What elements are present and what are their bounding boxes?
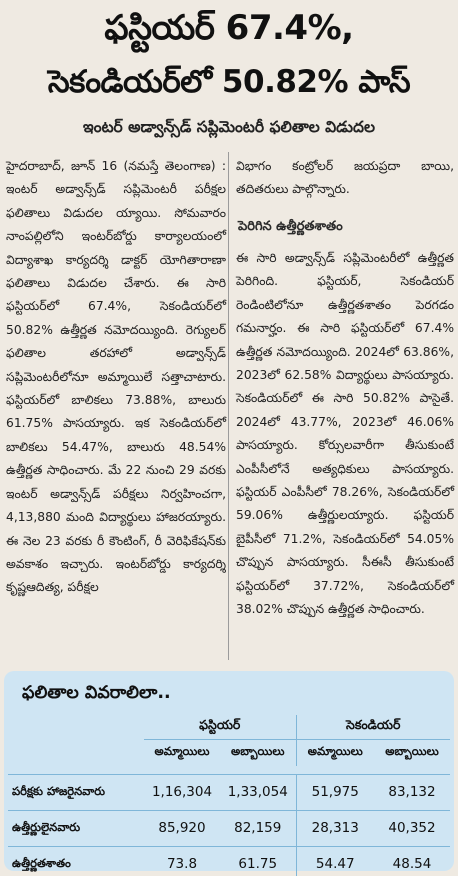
table-row bbox=[8, 774, 450, 810]
cell-appeared-sy-boys: 83,132 bbox=[374, 774, 450, 810]
article-right-column-top: విభాగం కంట్రోలర్ జయప్రదా బాయి, తదితరులు పాల్గొన్నారు. bbox=[236, 159, 454, 197]
results-table bbox=[8, 715, 450, 876]
cell-appeared-sy-girls: 51,975 bbox=[296, 774, 374, 810]
cell-percent-sy-girls: 54.47 bbox=[296, 846, 374, 876]
row-label-pass-percent: ఉత్తీర్ణతశాతం bbox=[8, 846, 144, 876]
subheader-second-year-girls: అమ్మాయిలు bbox=[296, 739, 374, 766]
cell-passed-sy-boys: 40,352 bbox=[374, 810, 450, 846]
cell-passed-fy-girls: 85,920 bbox=[144, 810, 220, 846]
row-label-appeared: పరీక్షకు హాజరైనవారు bbox=[8, 774, 144, 810]
cell-passed-sy-girls: 28,313 bbox=[296, 810, 374, 846]
subheader-second-year-boys: అబ్బాయిలు bbox=[385, 744, 439, 759]
cell-percent-sy-boys: 48.54 bbox=[374, 846, 450, 876]
cell-percent-fy-boys: 61.75 bbox=[220, 846, 296, 876]
row-label-passed: ఉత్తీర్ణులైనవారు bbox=[8, 810, 144, 846]
headline-line-1: ఫస్టియర్ 67.4%, bbox=[104, 8, 354, 48]
column-divider bbox=[228, 152, 229, 660]
cell-percent-fy-girls: 73.8 bbox=[144, 846, 220, 876]
headline-line-2: సెకండియర్‌లో 50.82% పాస్ bbox=[47, 64, 411, 100]
article-right-subtitle: పెరిగిన ఉత్తీర్ణతశాతం bbox=[238, 219, 343, 234]
cell-passed-fy-boys: 82,159 bbox=[220, 810, 296, 846]
subheader-first-year-boys: అబ్బాయిలు bbox=[231, 744, 285, 759]
cell-appeared-fy-girls: 1,16,304 bbox=[144, 774, 220, 810]
results-table-group-header bbox=[8, 715, 450, 739]
table-row bbox=[8, 846, 450, 876]
article-right-column-body: ఈ సారి అడ్వాన్స్‌డ్ సప్లిమెంటరీలో ఉత్తీర్ణత పెరిగింది. ఫస్టియర్, సెకండియర్ రెండింటిలోనూ ఉత్తీర్ణతశాతం పెరగడం గమనార్హం. ఈ సారి ఫస్టియర్‌లో 67.4% ఉత్తీర్ణత నమోదయ్యింది. 2024లో 63.86%, 2023లో 62.58% విద్యార్థులు పాసయ్యారు. సెకండియర్‌లో ఈ సారి 50.82% పాసైతే. 2024లో 43.77%, 2023లో 46.06% పాసయ్యారు. కోర్సులవారీగా తీసుకుంటే ఎంపీసీలోనే అత్యధికులు పాసయ్యారు. ఫస్టియర్ ఎంపీసీలో 78.26%, సెకండియర్‌లో 59.06% ఉత్తీర్ణులయ్యారు. ఫస్టియర్ బైపీసీలో 71.2%, సెకండియర్‌లో 54.05% చొప్పున పాసయ్యారు. సీఈసీ తీసుకుంటే ఫస్టియర్‌లో 37.72%, సెకండియర్‌లో 38.02% చొప్పున ఉత్తీర్ణత సాధించారు. bbox=[236, 251, 454, 617]
group-header-first-year: ఫస్టియర్ bbox=[144, 715, 296, 739]
subheadline: ఇంటర్ అడ్వాన్స్‌డ్ సప్లిమెంటరీ ఫలితాల విడుదల bbox=[83, 118, 375, 136]
results-table-sub-header bbox=[8, 739, 450, 766]
subheader-first-year-girls: అమ్మాయిలు bbox=[154, 744, 210, 759]
group-header-second-year: సెకండియర్ bbox=[296, 715, 450, 739]
article-left-column: హైదరాబాద్, జూన్ 16 (నమస్తే తెలంగాణ) : ఇంటర్ అడ్వాన్స్‌డ్ సప్లిమెంటరీ పరీక్షల ఫలితాలు విడుదల య్యాయి. సోమవారం నాంపల్లిలోని ఇంటర్‌బోర్డు కార్యాలయంలో విద్యాశాఖ కార్యదర్శి డాక్టర్ యోగితారాణా ఫలితాలు విడుదల చేశారు. ఈ సారి ఫస్టియర్‌లో 67.4%, సెకండియర్‌లో 50.82% ఉత్తీర్ణత నమోదయ్యింది. రెగ్యులర్ ఫలితాల తరహాలో అడ్వాన్స్‌డ్ సప్లిమెంటరీలోనూ అమ్మాయిలే సత్తాచాటారు. ఫస్టియర్‌లో బాలికలు 73.88%, బాలురు 61.75% పాసయ్యారు. ఇక సెకండియర్‌లో బాలికలు 54.47%, బాలురు 48.54% ఉత్తీర్ణత సాధించారు. మే 22 నుంచి 29 వరకు ఇంటర్ అడ్వాన్స్‌డ్ పరీక్షలు నిర్వహించగా, 4,13,880 మంది విద్యార్థులు హాజరయ్యారు. ఈ నెల 23 వరకు రీ కౌంటింగ్, రీ వెరిఫికేషన్‌కు అవకాశం ఇచ్చారు. ఇంటర్‌బోర్డు కార్యదర్శి కృష్ణఆదిత్య, పరీక్షల bbox=[6, 159, 226, 595]
cell-appeared-fy-boys: 1,33,054 bbox=[220, 774, 296, 810]
table-row bbox=[8, 810, 450, 846]
results-box-title: ఫలితాల వివరాలిలా.. bbox=[22, 683, 171, 703]
